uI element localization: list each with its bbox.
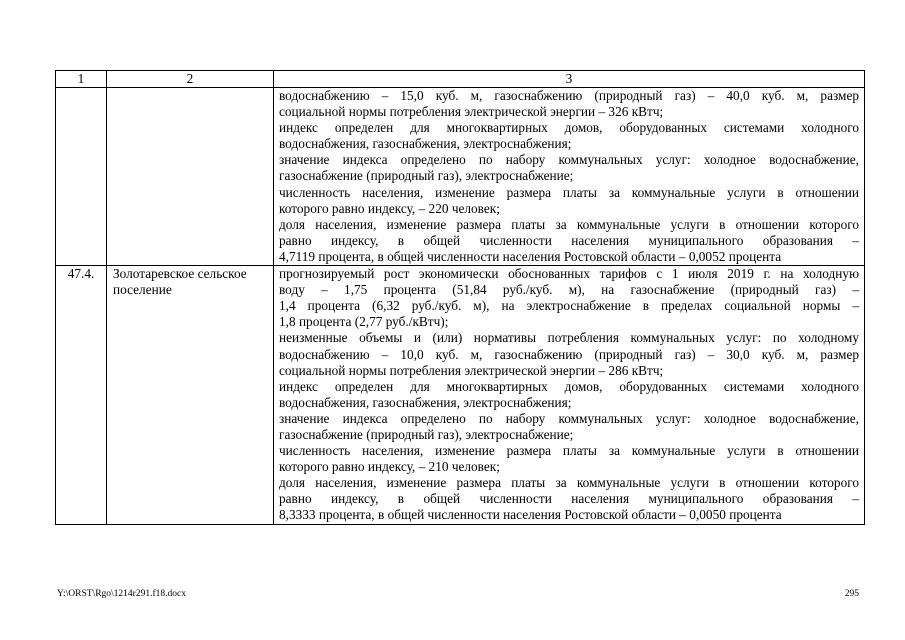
text-line: водоснабжению – 15,0 куб. м, газоснабжению (природный газ) – 40,0 куб. м, размер xyxy=(279,88,859,103)
paragraph-building-type xyxy=(279,379,859,411)
text-line: социальной нормы потребления электрической энергии – 286 кВтч; xyxy=(279,362,664,378)
text-line: 8,3333 процента, в общей численности населения Ростовской области – 0,0050 процента xyxy=(279,507,782,523)
header-row xyxy=(56,71,865,88)
text-line: индекс определен для многоквартирных домов, оборудованных системами холодного xyxy=(279,378,859,394)
text-line: доля населения, изменение размера платы за коммунальные услуги в отношении которого xyxy=(279,216,859,232)
text-line: равно индексу, в общей численности населения муниципального образования – xyxy=(279,491,859,507)
paragraph-services-set xyxy=(279,152,859,184)
paragraph-building-type xyxy=(279,120,859,152)
paragraph-services-set xyxy=(279,411,859,443)
text-line: воду – 1,75 процента (51,84 руб./куб. м), на газоснабжение (природный газ) – xyxy=(279,282,859,298)
text-line: 4,7119 процента, в общей численности населения Ростовской области – 0,0052 процента xyxy=(279,248,782,264)
text-line: прогнозируемый рост экономически обоснованных тарифов с 1 июля 2019 г. на холодную xyxy=(279,266,859,282)
header-col-3: 3 xyxy=(274,71,865,88)
paragraph-population-count xyxy=(279,443,859,475)
paragraph-population-count xyxy=(279,185,859,217)
text-line: 1,4 процента (6,32 руб./куб. м), на электроснабжение в пределах социальной нормы – xyxy=(279,298,859,314)
table-row-continued xyxy=(56,88,865,266)
text-line: которого равно индексу, – 220 человек; xyxy=(279,200,500,216)
text-line: водоснабжения, газоснабжения, электроснабжения; xyxy=(279,136,572,152)
row-number: 47.4. xyxy=(56,266,107,525)
settlement-name: Золотаревское сельское поселение xyxy=(107,266,274,525)
row1-name-cell xyxy=(107,88,274,266)
text-line: равно индексу, в общей численности населения муниципального образования – xyxy=(279,232,859,248)
text-line: численность населения, изменение размера платы за коммунальные услуги в отношении xyxy=(279,184,859,200)
row1-number-cell xyxy=(56,88,107,266)
text-line: неизменные объемы и (или) нормативы потребления коммунальных услуг: по холодному xyxy=(279,330,859,346)
paragraph-population-share xyxy=(279,475,859,523)
text-line: численность населения, изменение размера платы за коммунальные услуги в отношении xyxy=(279,443,859,459)
text-line: значение индекса определено по набору коммунальных услуг: холодное водоснабжение, xyxy=(279,410,859,426)
text-line: значение индекса определено по набору коммунальных услуг: холодное водоснабжение, xyxy=(279,152,859,168)
document-table xyxy=(55,70,865,525)
text-line: газоснабжение (природный газ), электроснабжение; xyxy=(279,426,574,442)
text-line: социальной нормы потребления электрической энергии – 326 кВтч; xyxy=(279,104,664,120)
text-line: доля населения, изменение размера платы за коммунальные услуги в отношении которого xyxy=(279,475,859,491)
footer-file-path: Y:\ORST\Rgo\1214r291.f18.docx xyxy=(57,589,186,599)
row1-description-cell xyxy=(274,88,865,266)
paragraph-consumption-volumes xyxy=(279,88,859,120)
text-line: индекс определен для многоквартирных домов, оборудованных системами холодного xyxy=(279,120,859,136)
header-col-1: 1 xyxy=(56,71,107,88)
text-line: 1,8 процента (2,77 руб./кВтч); xyxy=(279,314,449,330)
paragraph-population-share xyxy=(279,217,859,265)
text-line: газоснабжение (природный газ), электроснабжение; xyxy=(279,168,574,184)
table-row-47-4 xyxy=(56,266,865,525)
text-line: водоснабжения, газоснабжения, электроснабжения; xyxy=(279,394,572,410)
paragraph-consumption-volumes xyxy=(279,330,859,378)
paragraph-tariff-growth xyxy=(279,266,859,330)
text-line: которого равно индексу, – 210 человек; xyxy=(279,459,500,475)
footer-page-number: 295 xyxy=(844,589,859,599)
header-col-2: 2 xyxy=(107,71,274,88)
text-line: водоснабжению – 10,0 куб. м, газоснабжению (природный газ) – 30,0 куб. м, размер xyxy=(279,346,859,362)
row2-description-cell xyxy=(274,266,865,525)
